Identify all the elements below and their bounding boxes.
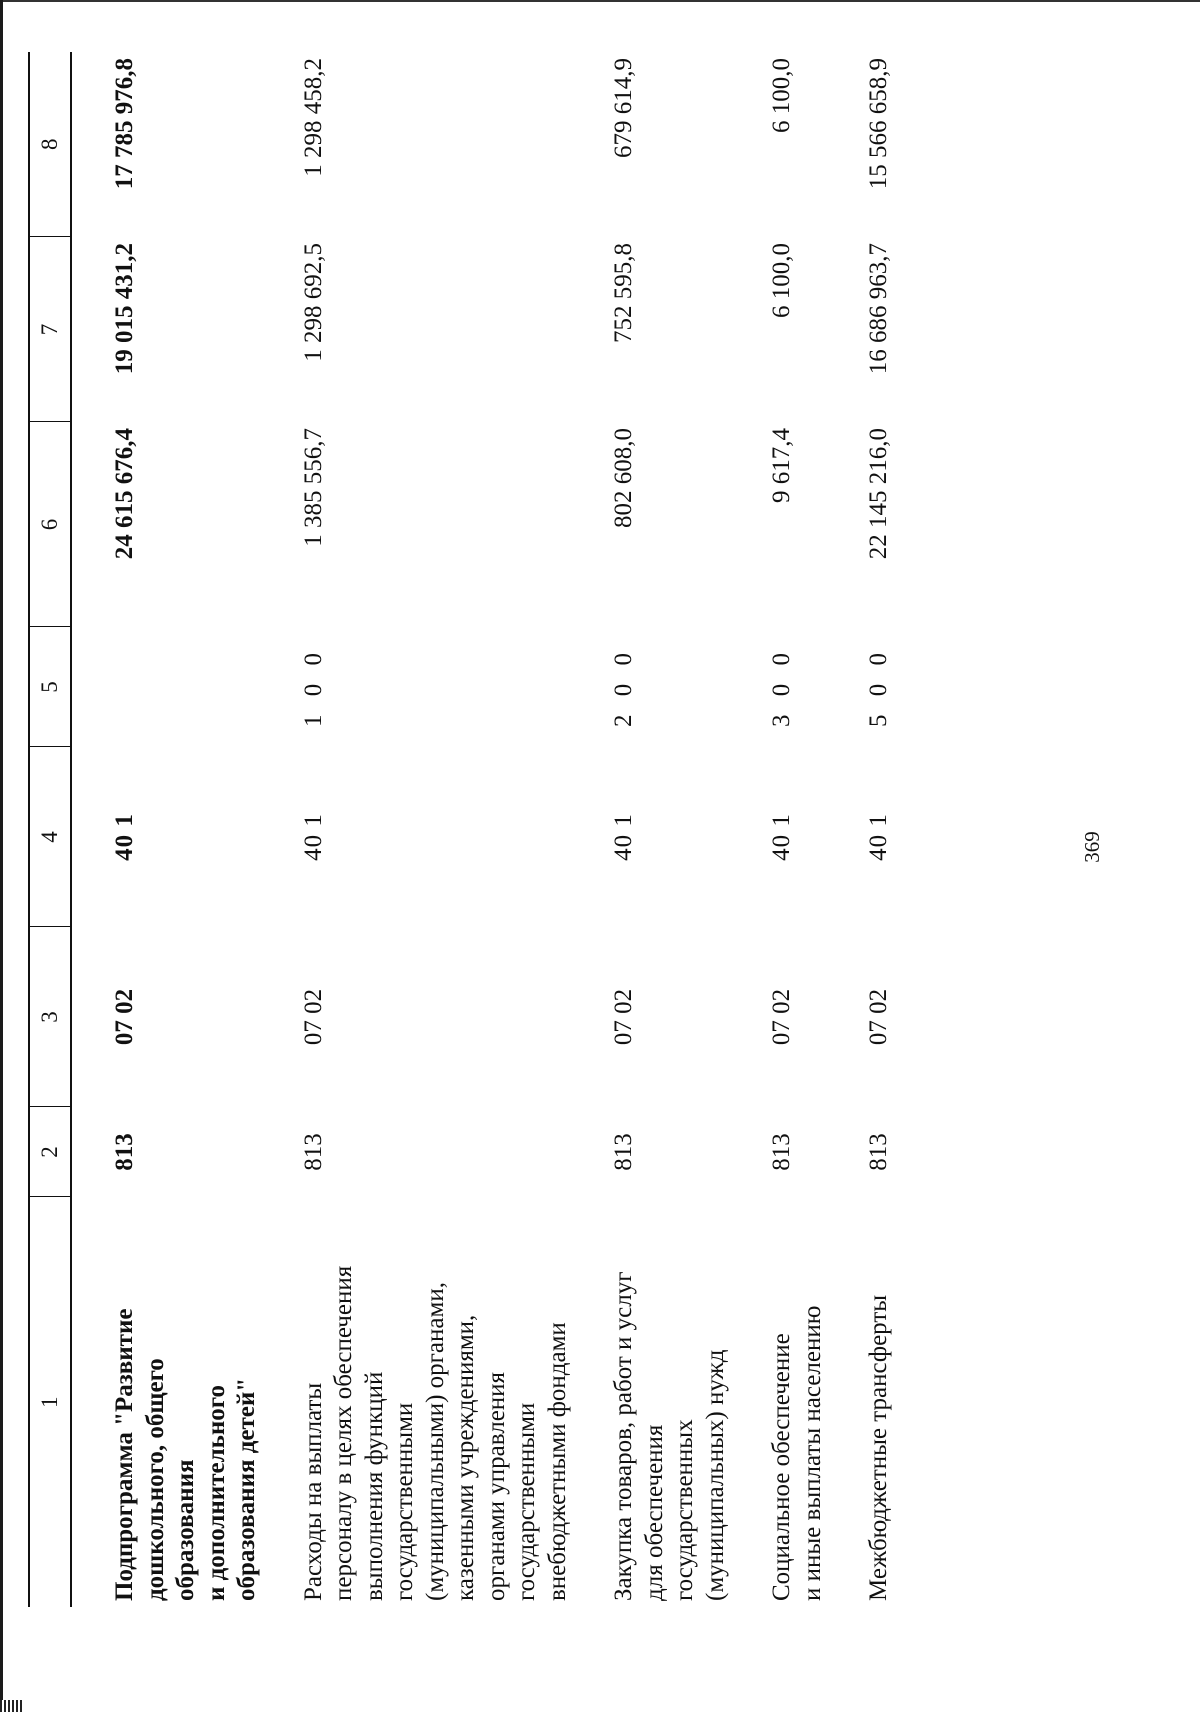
expense-type-cell: 1 0 0 [299,647,327,727]
amount-col-8-cell: 15 566 658,9 [865,58,892,190]
header-col-1: 1 [29,1197,71,1607]
header-col-7: 7 [29,237,71,422]
amount-col-7-cell: 6 100,0 [768,243,795,318]
row-name-line: органами управления [482,1371,510,1601]
target-article-cell: 40 1 [111,813,138,861]
row-name-line: Расходы на выплаты [299,1382,327,1601]
amount-col-6-cell: 802 608,0 [610,428,637,528]
row-name-cell [741,1197,838,1607]
header-row [29,52,71,1607]
expense-type-cell: 5 0 0 [865,647,892,727]
row-name-line: Межбюджетные трансферты [865,1294,892,1601]
table-row [71,52,273,1607]
amount-col-8-cell: 17 785 976,8 [111,58,138,190]
code-cell: 813 [768,1133,795,1171]
amount-col-8-cell: 6 100,0 [768,58,795,133]
amount-col-7-cell: 16 686 963,7 [865,243,892,375]
code-cell: 813 [610,1133,637,1171]
amount-col-6-cell: 9 617,4 [768,428,795,503]
code-cell: 813 [299,1133,327,1171]
target-article-cell: 40 1 [610,813,637,861]
amount-col-7-cell: 19 015 431,2 [111,243,138,375]
row-name-line: выполнения функций [360,1371,388,1601]
row-name-line: образования детей" [233,1377,260,1601]
table-row [273,52,584,1607]
expense-type-cell: 2 0 0 [610,647,637,727]
table-body [71,52,905,1607]
table-row [583,52,741,1607]
header-col-5: 5 [29,627,71,747]
row-name-line: Социальное обеспечение [768,1333,795,1601]
section-cell: 07 02 [111,988,138,1046]
section-cell: 07 02 [299,988,327,1046]
budget-table [28,52,905,1607]
row-name-line: Подпрограмма "Развитие [111,1308,138,1601]
header-col-8: 8 [29,52,71,237]
header-col-4: 4 [29,747,71,927]
amount-col-8-cell: 1 298 458,2 [299,58,327,177]
amount-col-6-cell: 24 615 676,4 [111,428,138,560]
row-name-line: и дополнительного [202,1385,230,1601]
section-cell: 07 02 [768,988,795,1046]
row-name-cell [71,1197,273,1607]
expense-type-cell [71,627,273,747]
table-row [838,52,905,1607]
row-name-line: казенными учреждениями, [452,1314,479,1601]
row-name-line: и иные выплаты населению [798,1305,826,1601]
amount-col-6-cell: 22 145 216,0 [865,428,892,560]
amount-col-6-cell: 1 385 556,7 [299,428,327,547]
code-cell: 813 [111,1133,138,1171]
row-name-cell [273,1197,584,1607]
row-name-cell [583,1197,741,1607]
amount-col-7-cell: 1 298 692,5 [299,243,327,362]
code-cell: 813 [865,1133,892,1171]
amount-col-7-cell: 752 595,8 [610,243,637,343]
expense-type-cell: 3 0 0 [768,647,795,727]
row-name-line: для обеспечения [640,1424,668,1601]
row-name-line: (муниципальных) нужд [701,1349,729,1601]
row-name-line: государственными [391,1402,418,1601]
table-row [741,52,838,1607]
row-name-line: Закупка товаров, работ и услуг [610,1271,637,1601]
row-name-line: дошкольного, общего [141,1358,169,1601]
section-cell: 07 02 [865,988,892,1046]
header-col-3: 3 [29,927,71,1107]
section-cell: 07 02 [610,988,637,1046]
row-name-line: (муниципальными) органами, [421,1282,449,1601]
page-number: 369 [1080,831,1104,863]
row-name-line: образования [172,1459,199,1601]
target-article-cell: 40 1 [768,813,795,861]
row-name-line: персоналу в целях обеспечения [330,1265,357,1601]
row-name-line: государственных [671,1419,698,1601]
amount-col-8-cell: 679 614,9 [610,58,637,158]
target-article-cell: 40 1 [865,813,892,861]
header-col-2: 2 [29,1107,71,1197]
header-col-6: 6 [29,422,71,627]
row-name-line: внебюджетными фондами [543,1322,571,1601]
row-name-cell [838,1197,905,1607]
row-name-line: государственными [513,1402,540,1601]
target-article-cell: 40 1 [299,813,327,861]
